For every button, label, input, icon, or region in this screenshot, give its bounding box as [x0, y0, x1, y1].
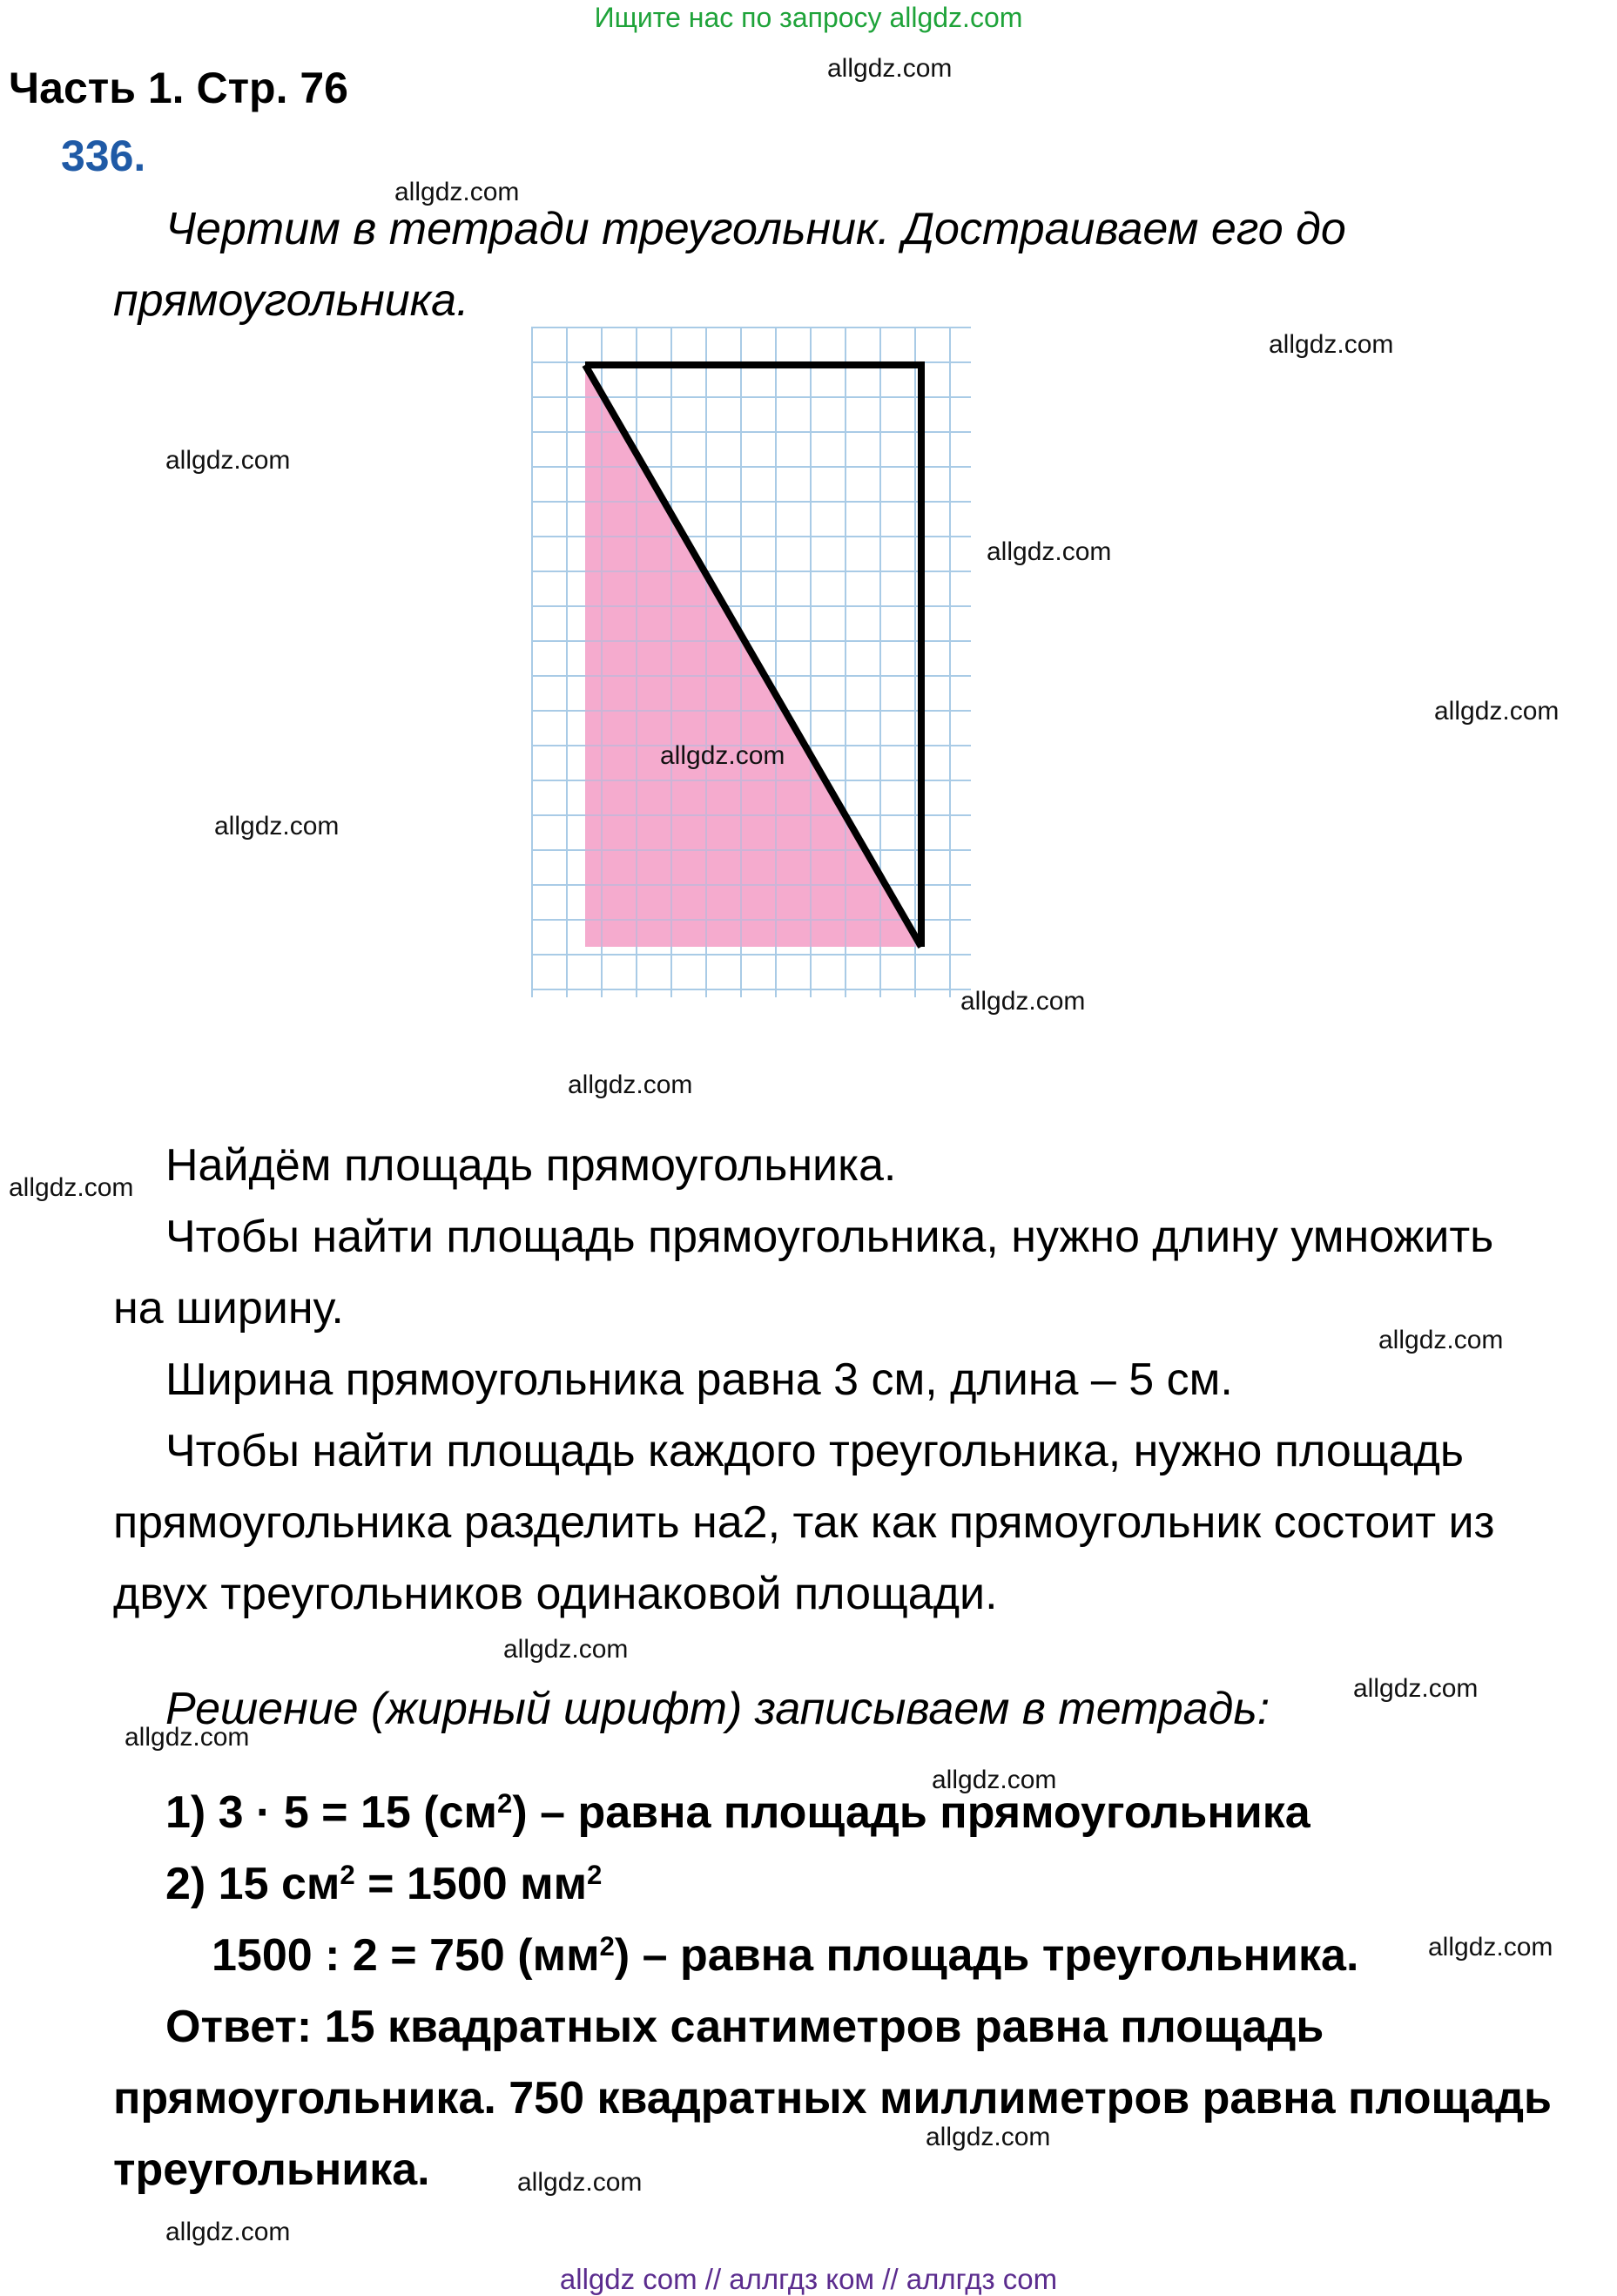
- footer-links[interactable]: allgdz com // аллгдз ком // аллгдз com: [559, 2263, 1058, 2295]
- step1-part-a: 1) 3 · 5 = 15 (см: [165, 1787, 497, 1838]
- watermark: allgdz.com: [827, 54, 953, 83]
- body-line-3: на ширину.: [113, 1283, 344, 1334]
- step2-part-a: 2) 15 см: [165, 1859, 340, 1909]
- step1-exponent: 2: [497, 1787, 513, 1819]
- body-line-6: прямоугольника разделить на2, так как прямоугольник состоит из: [113, 1497, 1495, 1548]
- step3-part-a: 1500 : 2 = 750 (мм: [212, 1930, 600, 1981]
- watermark: allgdz.com: [1353, 1674, 1479, 1703]
- answer-line-1: Ответ: 15 квадратных сантиметров равна площадь: [165, 2002, 1324, 2052]
- step3-exponent: 2: [599, 1930, 615, 1962]
- watermark: allgdz.com: [660, 741, 785, 770]
- answer-line-2: прямоугольника. 750 квадратных миллиметров равна площадь: [113, 2073, 1552, 2124]
- part-title: Часть 1. Стр. 76: [9, 64, 348, 112]
- watermark: allgdz.com: [503, 1635, 629, 1664]
- step2-exponent-1: 2: [340, 1859, 355, 1890]
- watermark: allgdz.com: [165, 446, 291, 475]
- step2-exponent-2: 2: [587, 1859, 603, 1890]
- body-line-5: Чтобы найти площадь каждого треугольника, нужно площадь: [165, 1426, 1464, 1476]
- watermark: allgdz.com: [9, 1173, 134, 1202]
- step3-part-b: ) – равна площадь треугольника.: [614, 1930, 1359, 1981]
- watermark: allgdz.com: [517, 2168, 643, 2197]
- watermark: allgdz.com: [394, 178, 520, 206]
- solution-step-1: [165, 1777, 1310, 1848]
- watermark: allgdz.com: [1378, 1326, 1504, 1354]
- task-number: 336.: [61, 132, 146, 180]
- intro-line-2: прямоугольника.: [113, 275, 469, 326]
- body-line-2: Чтобы найти площадь прямоугольника, нужно длину умножить: [165, 1212, 1494, 1262]
- top-banner[interactable]: Ищите нас по запросу allgdz.com: [594, 2, 1023, 33]
- watermark: allgdz.com: [926, 2123, 1051, 2151]
- watermark: allgdz.com: [165, 2218, 291, 2246]
- watermark: allgdz.com: [1428, 1933, 1553, 1962]
- solution-step-2: [165, 1848, 602, 1920]
- watermark: allgdz.com: [1434, 697, 1560, 726]
- watermark: allgdz.com: [987, 537, 1112, 566]
- rectangle-triangle-figure: [531, 327, 971, 997]
- watermark: allgdz.com: [214, 812, 340, 841]
- watermark: allgdz.com: [932, 1766, 1057, 1794]
- body-line-7: двух треугольников одинаковой площади.: [113, 1569, 998, 1619]
- answer-line-3: треугольника.: [113, 2144, 430, 2195]
- figure-svg: [531, 327, 971, 997]
- watermark: allgdz.com: [1269, 330, 1394, 359]
- step1-part-b: ) – равна площадь прямоугольника: [512, 1787, 1310, 1838]
- body-line-4: Ширина прямоугольника равна 3 см, длина – 5 см.: [165, 1354, 1233, 1405]
- watermark: allgdz.com: [125, 1723, 250, 1752]
- step2-part-b: = 1500 мм: [354, 1859, 588, 1909]
- watermark: allgdz.com: [960, 987, 1086, 1016]
- intro-line-1: Чертим в тетради треугольник. Достраиваем его до: [165, 204, 1346, 254]
- solution-step-3: [212, 1920, 1358, 1991]
- solution-intro: Решение (жирный шрифт) записываем в тетрадь:: [165, 1684, 1270, 1734]
- watermark: allgdz.com: [568, 1070, 693, 1099]
- body-line-1: Найдём площадь прямоугольника.: [165, 1140, 897, 1191]
